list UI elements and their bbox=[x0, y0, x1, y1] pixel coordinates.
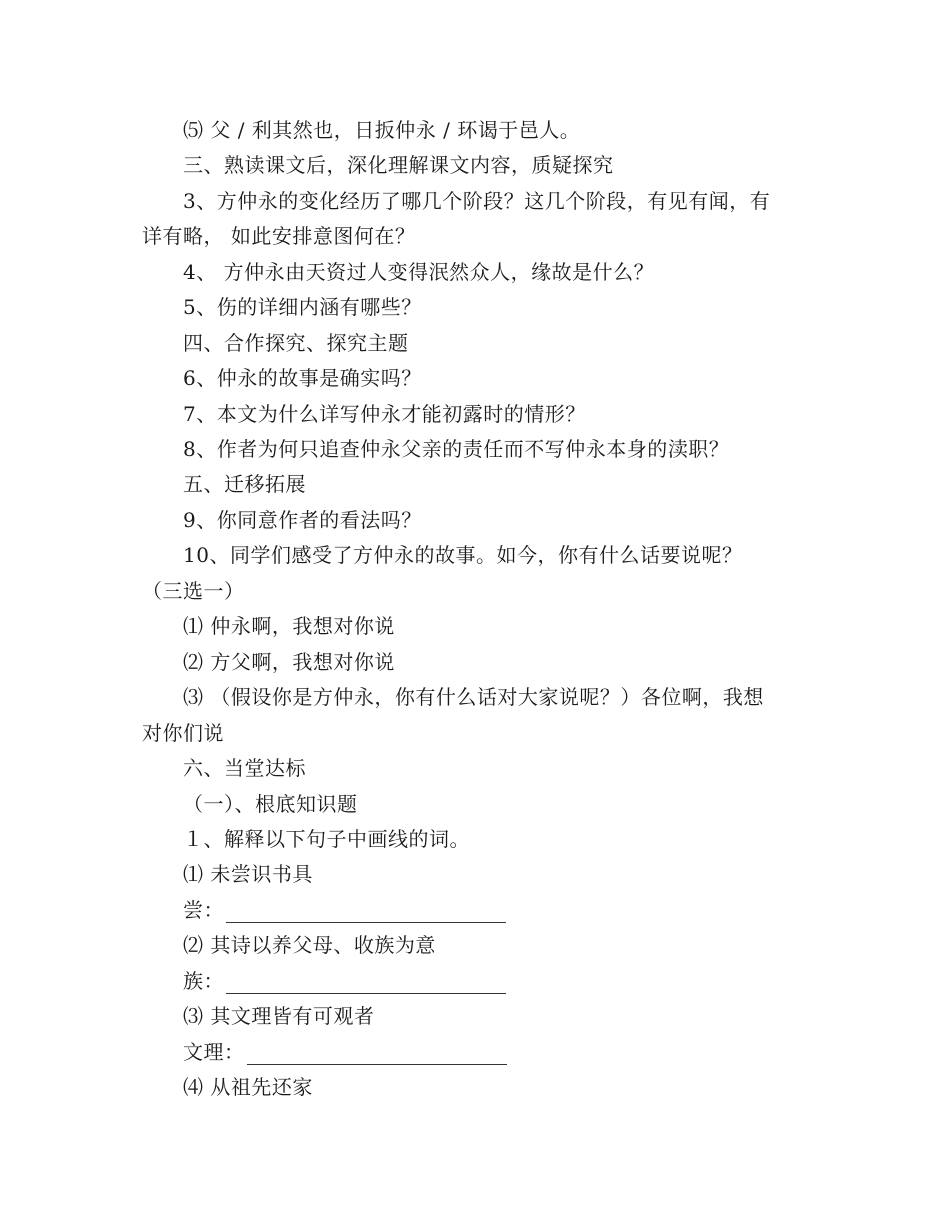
question-line: 5、伤的详细内涵有哪些？ bbox=[183, 295, 422, 319]
section-heading: 三、熟读课文后，深化理解课文内容，质疑探究 bbox=[183, 153, 614, 177]
answer-line bbox=[183, 1039, 507, 1065]
option-line: ⑶ （假设你是方仲永，你有什么话对大家说呢？）各位啊，我想 bbox=[183, 685, 764, 709]
question-line: 8、作者为何只追查仲永父亲的责任而不写仲永本身的渎职？ bbox=[183, 437, 730, 461]
question-line: 3、方仲永的变化经历了哪几个阶段？这几个阶段，有见有闻，有 bbox=[183, 189, 771, 213]
answer-blank[interactable] bbox=[226, 902, 506, 923]
question-line: 详有略， 如此安排意图何在？ bbox=[142, 224, 416, 248]
answer-line bbox=[183, 897, 506, 923]
section-heading: 四、合作探究、探究主题 bbox=[183, 331, 409, 355]
answer-label: 文理： bbox=[183, 1040, 245, 1064]
answer-label: 族： bbox=[183, 969, 224, 993]
question-line: ⑵ 其诗以养父母、收族为意 bbox=[183, 933, 436, 957]
answer-label: 尝： bbox=[183, 898, 224, 922]
question-line: 6、仲永的故事是确实吗？ bbox=[183, 366, 422, 390]
subsection-heading: （一）、根底知识题 bbox=[183, 792, 358, 816]
question-line: ⑶ 其文理皆有可观者 bbox=[183, 1004, 375, 1028]
answer-blank[interactable] bbox=[247, 1044, 507, 1065]
answer-blank[interactable] bbox=[226, 973, 506, 994]
question-line: ⑴ 未尝识书具 bbox=[183, 862, 313, 886]
section-heading: 五、迁移拓展 bbox=[183, 472, 306, 496]
answer-line bbox=[183, 968, 506, 994]
question-line: 7、本文为什么详写仲永才能初露时的情形？ bbox=[183, 402, 586, 426]
question-line: 9、你同意作者的看法吗？ bbox=[183, 508, 422, 532]
option-line: ⑴ 仲永啊，我想对你说 bbox=[183, 614, 395, 638]
option-line: ⑵ 方父啊，我想对你说 bbox=[183, 650, 395, 674]
question-line: （三选一） bbox=[142, 579, 245, 603]
question-line: ⑷ 从祖先还家 bbox=[183, 1075, 313, 1099]
question-line: 10、同学们感受了方仲永的故事。如今，你有什么话要说呢？ bbox=[183, 543, 743, 567]
question-line: 4、 方仲永由天资过人变得泯然众人，缘故是什么？ bbox=[183, 260, 655, 284]
text-line: ⑸ 父 / 利其然也，日扳仲永 / 环谒于邑人。 bbox=[183, 118, 581, 142]
question-line: １、解释以下句子中画线的词。 bbox=[183, 827, 470, 851]
section-heading: 六、当堂达标 bbox=[183, 756, 306, 780]
option-line: 对你们说 bbox=[142, 721, 224, 745]
